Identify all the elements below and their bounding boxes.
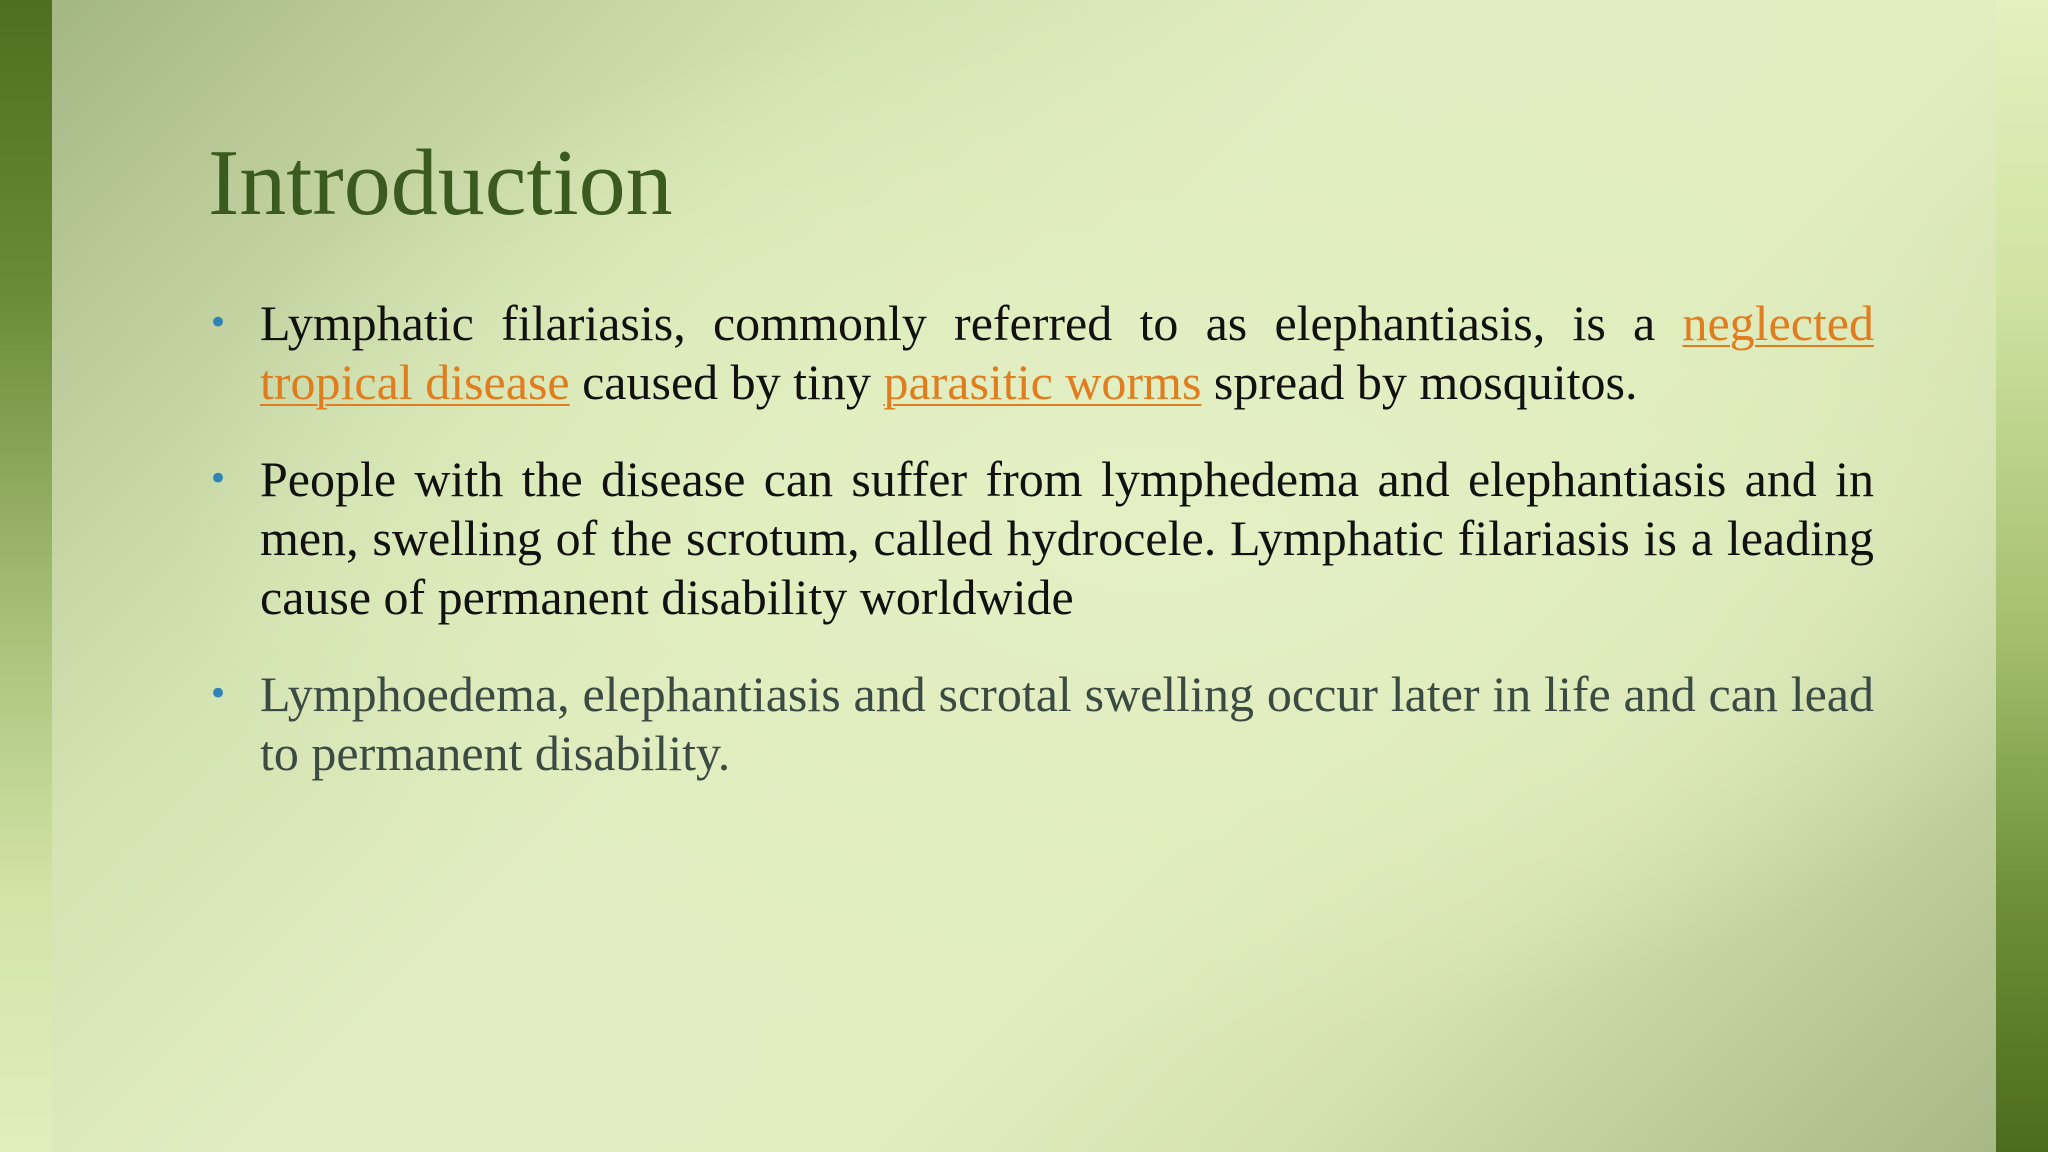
bullet-dot-icon: •: [208, 303, 229, 343]
bullet-1-text-part: spread by mosquitos.: [1201, 354, 1638, 410]
bullet-3-text: Lymphoedema, elephantiasis and scrotal swelling occur later in life and can lead to permanent disability.: [260, 666, 1874, 781]
link-parasitic-worms[interactable]: parasitic worms: [883, 354, 1202, 410]
link-neglected-tropical-disease[interactable]: neglected tropical disease: [260, 295, 1874, 410]
bullet-dot-icon: •: [208, 459, 229, 499]
bullet-1-text-part: caused by tiny: [569, 354, 884, 410]
bullet-1-text-part: Lymphatic filariasis, commonly referred to as elephantiasis, is a: [260, 295, 1683, 351]
left-accent-band: [0, 0, 52, 1152]
bullet-item-2: [208, 450, 1874, 627]
bullet-dot-icon: •: [208, 674, 229, 714]
bullet-item-3: [208, 665, 1874, 783]
right-accent-band: [1996, 0, 2048, 1152]
bullet-2-text: People with the disease can suffer from lymphedema and elephantiasis and in men, swelling of the scrotum, called hydrocele. Lymphatic filariasis is a leading cause of permanent disability worldwide: [260, 451, 1874, 625]
slide-title: Introduction: [208, 131, 673, 235]
bullet-item-1: [208, 294, 1874, 412]
bullet-list: [208, 294, 1874, 821]
